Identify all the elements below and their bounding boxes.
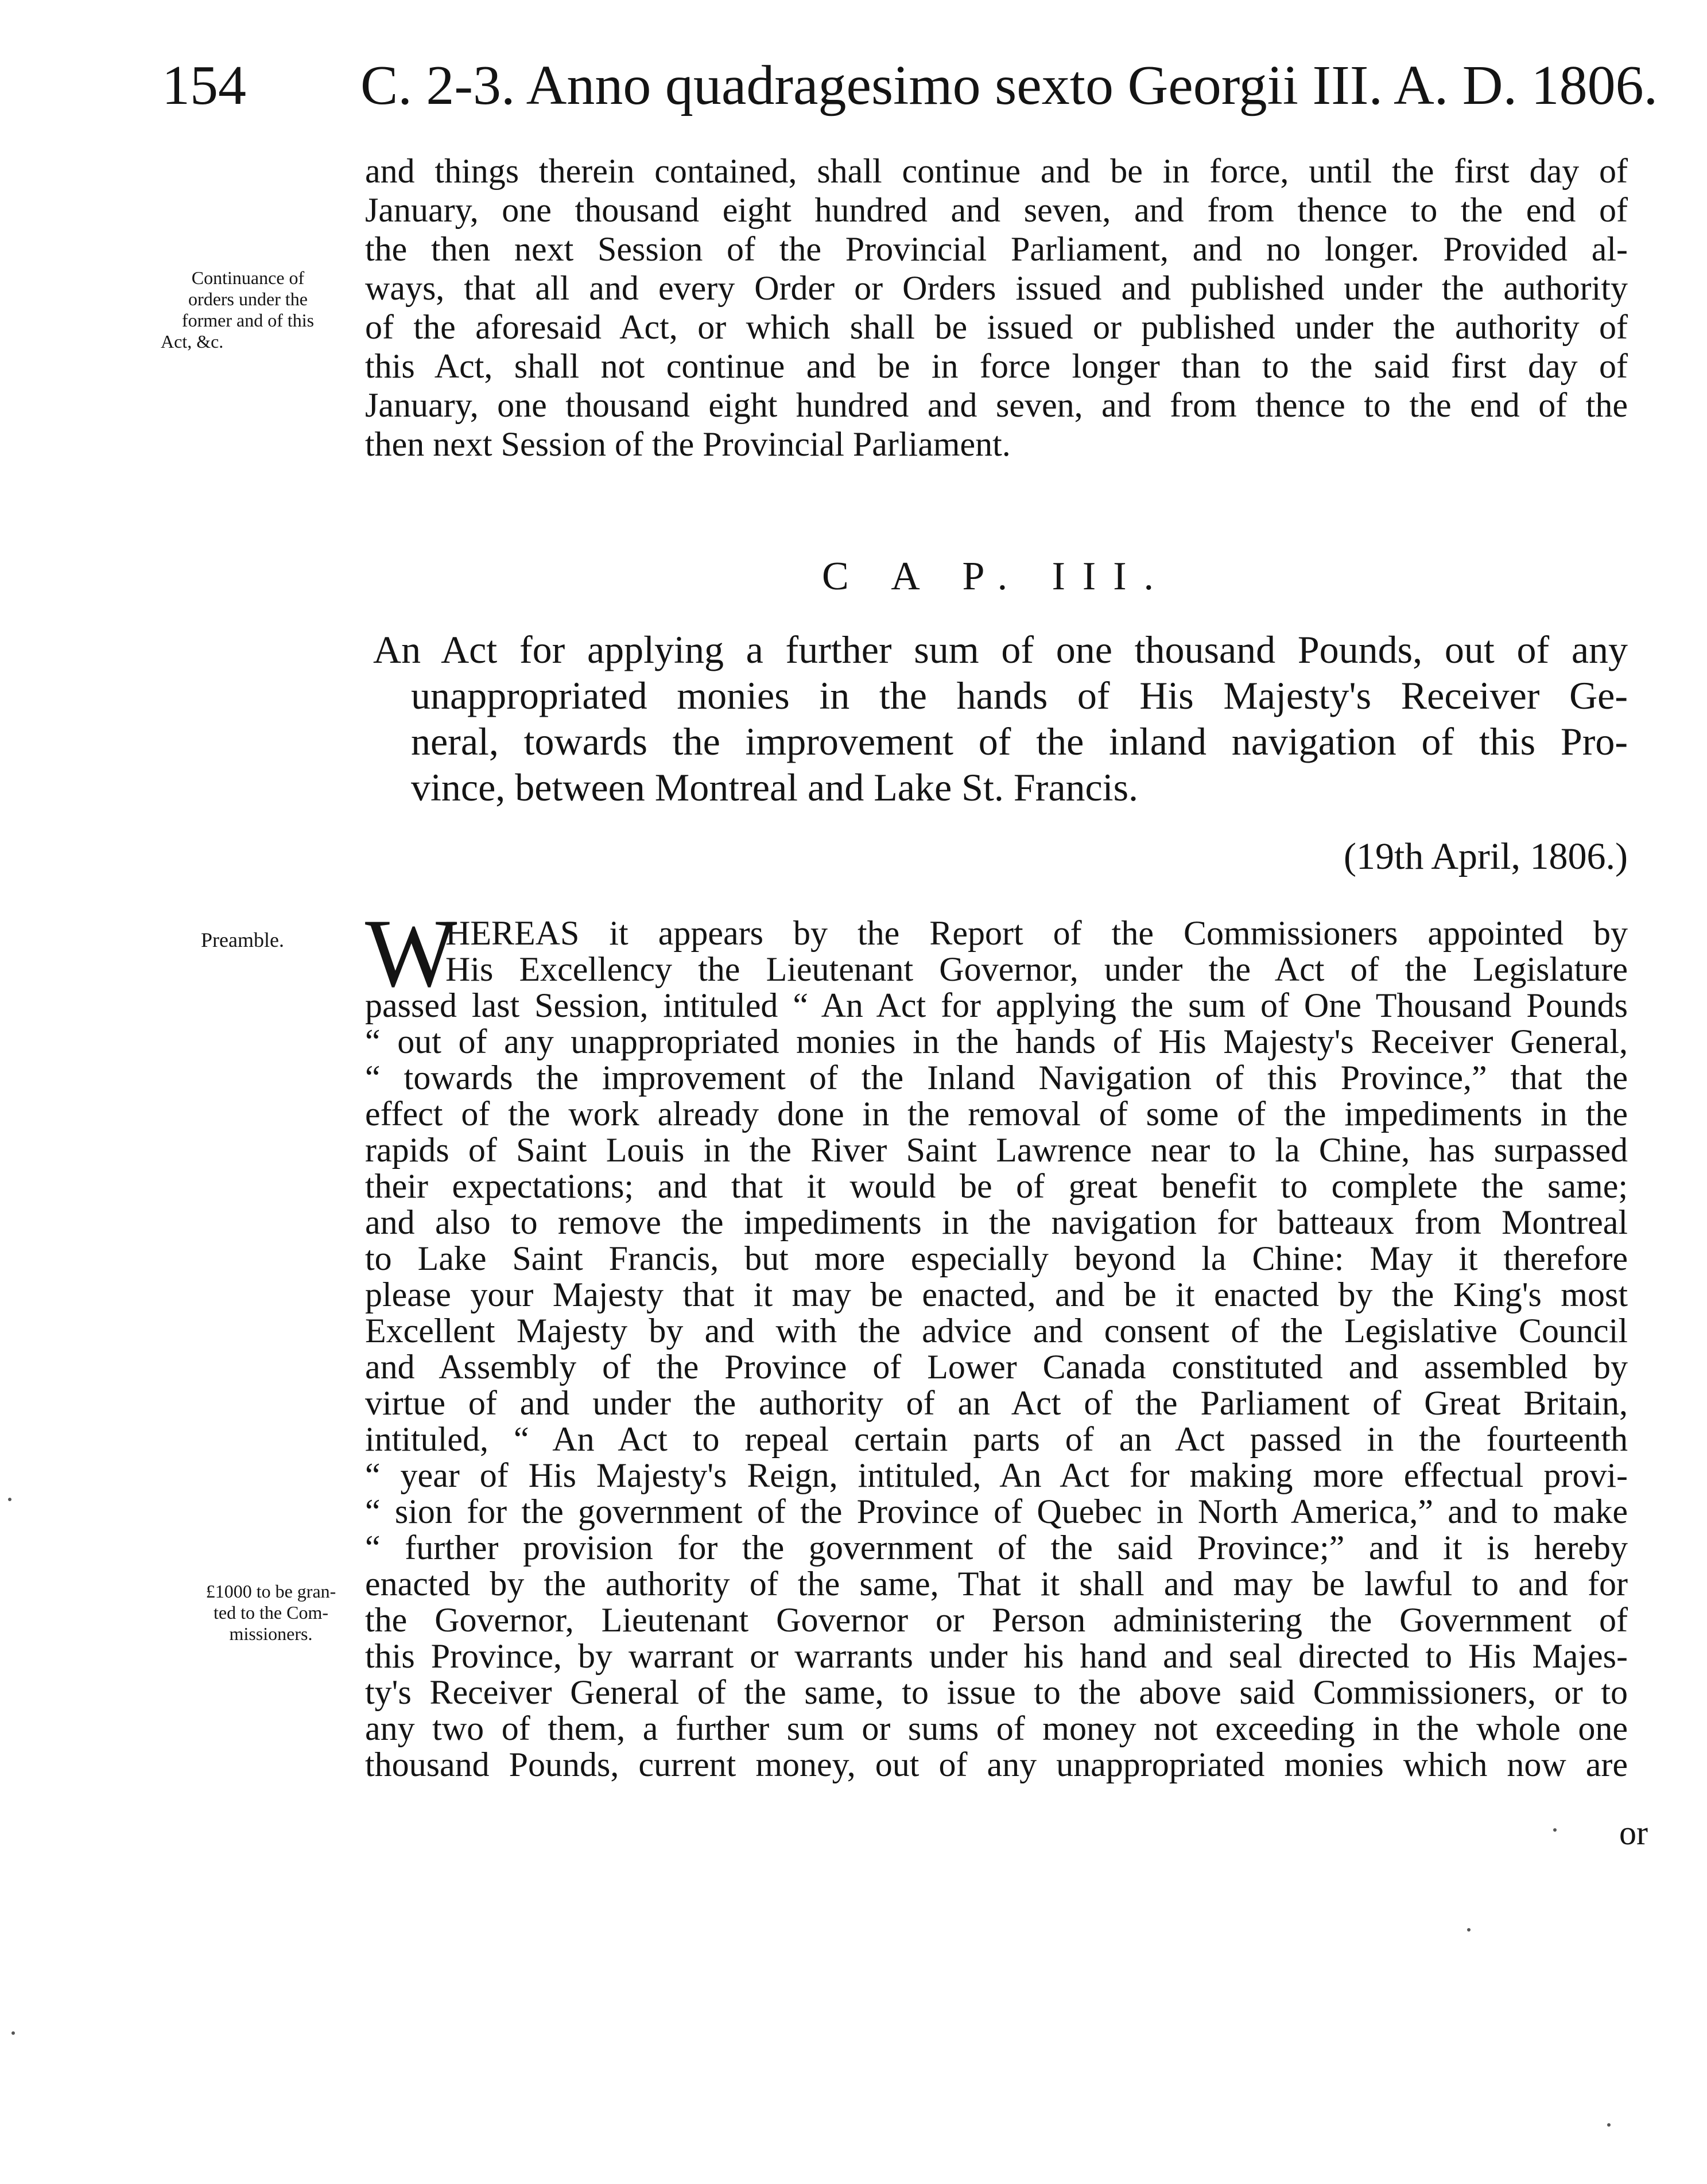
text-line: effect of the work already done in the removal of some of the impediments in the [365, 1095, 1628, 1133]
text-line: January, one thousand eight hundred and seven, and from thence to the end of [365, 191, 1628, 229]
margin-note-preamble: Preamble. [201, 928, 284, 951]
text-line: January, one thousand eight hundred and seven, and from thence to the end of the [365, 386, 1628, 424]
text-line: please your Majesty that it may be enacted, and be it enacted by the King's most [365, 1276, 1628, 1313]
margin-note-line: ted to the Com- [214, 1602, 328, 1623]
margin-note-line: Act, &c. [161, 331, 224, 352]
text-line: His Excellency the Lieutenant Governor, under the Act of the Legislature [445, 950, 1628, 988]
text-line: of the aforesaid Act, or which shall be issued or published under the authority of [365, 308, 1628, 346]
text-line: enacted by the authority of the same, That it shall and may be lawful to and for [365, 1565, 1628, 1603]
text-line: and also to remove the impediments in the navigation for batteaux from Montreal [365, 1203, 1628, 1241]
act-title [373, 627, 1628, 816]
text-line: rapids of Saint Louis in the River Saint Lawrence near to la Chine, has surpassed [365, 1131, 1628, 1169]
page-number: 154 [162, 55, 246, 116]
text-line: “ sion for the government of the Province of Quebec in North America,” and to make [365, 1493, 1628, 1530]
scan-speck [1607, 2123, 1611, 2127]
section1-text [365, 150, 1628, 472]
text-line: HEREAS it appears by the Report of the Commissioners appointed by [445, 914, 1628, 952]
text-line: passed last Session, intituled “ An Act for applying the sum of One Thousand Pounds [365, 986, 1628, 1024]
margin-note-grant [185, 1581, 357, 1645]
title-line: neral, towards the improvement of the inland navigation of this Pro- [411, 720, 1628, 763]
text-line: ways, that all and every Order or Orders issued and published under the authority [365, 269, 1628, 307]
preamble-text [365, 899, 1628, 1819]
margin-note-continuance [150, 267, 346, 352]
margin-note-line: former and of this [181, 310, 315, 331]
text-line: the then next Session of the Provincial Parliament, and no longer. Provided al- [365, 230, 1628, 268]
margin-note-line: orders under the [188, 289, 308, 309]
text-line: this Province, by warrant or warrants under his hand and seal directed to His Majes- [365, 1637, 1628, 1675]
text-line: then next Session of the Provincial Parliament. [365, 425, 1011, 463]
text-line: their expectations; and that it would be of great benefit to complete the same; [365, 1167, 1628, 1205]
text-line: to Lake Saint Francis, but more especially beyond la Chine: May it therefore [365, 1239, 1628, 1277]
text-line: “ year of His Majesty's Reign, intituled, An Act for making more effectual provi- [365, 1456, 1628, 1494]
text-line: “ further provision for the government of the said Province;” and it is hereby [365, 1529, 1628, 1567]
scan-speck [1467, 1928, 1471, 1932]
text-line: thousand Pounds, current money, out of any unappropriated monies which now are [365, 1746, 1628, 1783]
margin-note-line: missioners. [229, 1623, 313, 1644]
text-line: intituled, “ An Act to repeal certain parts of an Act passed in the fourteenth [365, 1420, 1628, 1458]
scan-speck [8, 1498, 11, 1501]
scan-speck [1553, 1828, 1557, 1832]
text-line: “ towards the improvement of the Inland Navigation of this Province,” that the [365, 1059, 1628, 1097]
text-line: Excellent Majesty by and with the advice and consent of the Legislative Council [365, 1312, 1628, 1350]
chapter-heading: C A P. III. [821, 554, 1171, 599]
text-line: any two of them, a further sum or sums of money not exceeding in the whole one [365, 1709, 1628, 1747]
text-line: virtue of and under the authority of an Act of the Parliament of Great Britain, [365, 1384, 1628, 1422]
running-title: C. 2-3. Anno quadragesimo sexto Georgii III. A. D. 1806. [360, 55, 1658, 116]
catchword: or [1619, 1814, 1648, 1852]
title-line: vince, between Montreal and Lake St. Francis. [411, 765, 1139, 809]
act-date: (19th April, 1806.) [1344, 835, 1628, 877]
text-line: the Governor, Lieutenant Governor or Person administering the Government of [365, 1601, 1628, 1639]
text-line: and Assembly of the Province of Lower Canada constituted and assembled by [365, 1348, 1628, 1386]
text-line: and things therein contained, shall continue and be in force, until the first day of [365, 152, 1628, 190]
scan-speck [11, 2031, 15, 2035]
drop-cap: W [365, 899, 457, 1007]
text-line: ty's Receiver General of the same, to issue to the above said Commissioners, or to [365, 1673, 1628, 1711]
title-line: An Act for applying a further sum of one thousand Pounds, out of any [373, 628, 1628, 671]
text-line: this Act, shall not continue and be in force longer than to the said first day of [365, 347, 1628, 385]
title-line: unappropriated monies in the hands of His Majesty's Receiver Ge- [411, 674, 1628, 717]
text-line: “ out of any unappropriated monies in the hands of His Majesty's Receiver General, [365, 1023, 1628, 1060]
margin-note-line: Continuance of [191, 267, 305, 288]
margin-note-line: £1000 to be gran- [205, 1581, 336, 1602]
